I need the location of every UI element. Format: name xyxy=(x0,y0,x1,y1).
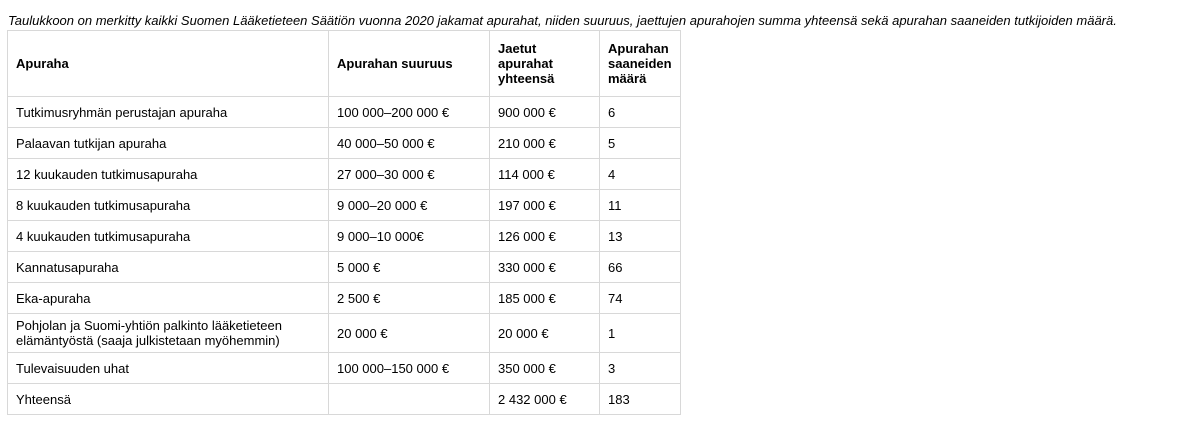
cell-grant: Tulevaisuuden uhat xyxy=(8,353,329,384)
header-total-line2: apurahat xyxy=(498,56,553,71)
header-count xyxy=(600,31,681,97)
cell-count: 6 xyxy=(600,97,681,128)
cell-size: 2 500 € xyxy=(329,283,490,314)
cell-total: 350 000 € xyxy=(490,353,600,384)
cell-size: 5 000 € xyxy=(329,252,490,283)
cell-total: 330 000 € xyxy=(490,252,600,283)
header-grant: Apuraha xyxy=(8,31,329,97)
cell-size xyxy=(329,384,490,415)
cell-size: 20 000 € xyxy=(329,314,490,353)
cell-total: 210 000 € xyxy=(490,128,600,159)
cell-grant: Eka-apuraha xyxy=(8,283,329,314)
cell-total: 20 000 € xyxy=(490,314,600,353)
table-row xyxy=(8,353,681,384)
cell-count: 66 xyxy=(600,252,681,283)
table-header-row xyxy=(8,31,681,97)
cell-total: 2 432 000 € xyxy=(490,384,600,415)
header-count-line1: Apurahan xyxy=(608,41,669,56)
table-row xyxy=(8,97,681,128)
cell-grant: Yhteensä xyxy=(8,384,329,415)
table-row xyxy=(8,128,681,159)
cell-count: 13 xyxy=(600,221,681,252)
cell-size: 9 000–20 000 € xyxy=(329,190,490,221)
cell-size: 9 000–10 000€ xyxy=(329,221,490,252)
cell-count: 1 xyxy=(600,314,681,353)
cell-grant: Tutkimusryhmän perustajan apuraha xyxy=(8,97,329,128)
cell-total: 197 000 € xyxy=(490,190,600,221)
table-row xyxy=(8,190,681,221)
cell-total: 126 000 € xyxy=(490,221,600,252)
cell-grant: 4 kuukauden tutkimusapuraha xyxy=(8,221,329,252)
cell-size: 40 000–50 000 € xyxy=(329,128,490,159)
cell-total: 185 000 € xyxy=(490,283,600,314)
header-total-line1: Jaetut xyxy=(498,41,537,56)
cell-total: 900 000 € xyxy=(490,97,600,128)
table-row xyxy=(8,314,681,353)
cell-size: 100 000–200 000 € xyxy=(329,97,490,128)
cell-grant: 8 kuukauden tutkimusapuraha xyxy=(8,190,329,221)
table-total-row xyxy=(8,384,681,415)
header-size: Apurahan suuruus xyxy=(329,31,490,97)
table-caption: Taulukkoon on merkitty kaikki Suomen Lääketieteen Säätiön vuonna 2020 jakamat apurahat, niiden suuruus, jaettujen apurahojen summa yhteensä sekä apurahan saaneiden tutkijoiden määrä. xyxy=(8,13,1117,28)
header-total-line3: yhteensä xyxy=(498,71,555,86)
grants-table xyxy=(7,30,681,415)
cell-count: 3 xyxy=(600,353,681,384)
table-row xyxy=(8,283,681,314)
cell-count: 11 xyxy=(600,190,681,221)
table-row xyxy=(8,159,681,190)
cell-count: 5 xyxy=(600,128,681,159)
cell-grant: 12 kuukauden tutkimusapuraha xyxy=(8,159,329,190)
cell-grant-line1: Pohjolan ja Suomi-yhtiön palkinto lääketieteen xyxy=(16,318,282,333)
cell-count: 183 xyxy=(600,384,681,415)
table-row xyxy=(8,252,681,283)
table-row xyxy=(8,221,681,252)
cell-size: 100 000–150 000 € xyxy=(329,353,490,384)
cell-size: 27 000–30 000 € xyxy=(329,159,490,190)
header-count-line2: saaneiden xyxy=(608,56,672,71)
header-total xyxy=(490,31,600,97)
cell-grant: Kannatusapuraha xyxy=(8,252,329,283)
cell-grant-line2: elämäntyöstä (saaja julkistetaan myöhemmin) xyxy=(16,333,280,348)
cell-grant: Palaavan tutkijan apuraha xyxy=(8,128,329,159)
cell-count: 4 xyxy=(600,159,681,190)
cell-count: 74 xyxy=(600,283,681,314)
cell-grant xyxy=(8,314,329,353)
cell-total: 114 000 € xyxy=(490,159,600,190)
header-count-line3: määrä xyxy=(608,71,647,86)
